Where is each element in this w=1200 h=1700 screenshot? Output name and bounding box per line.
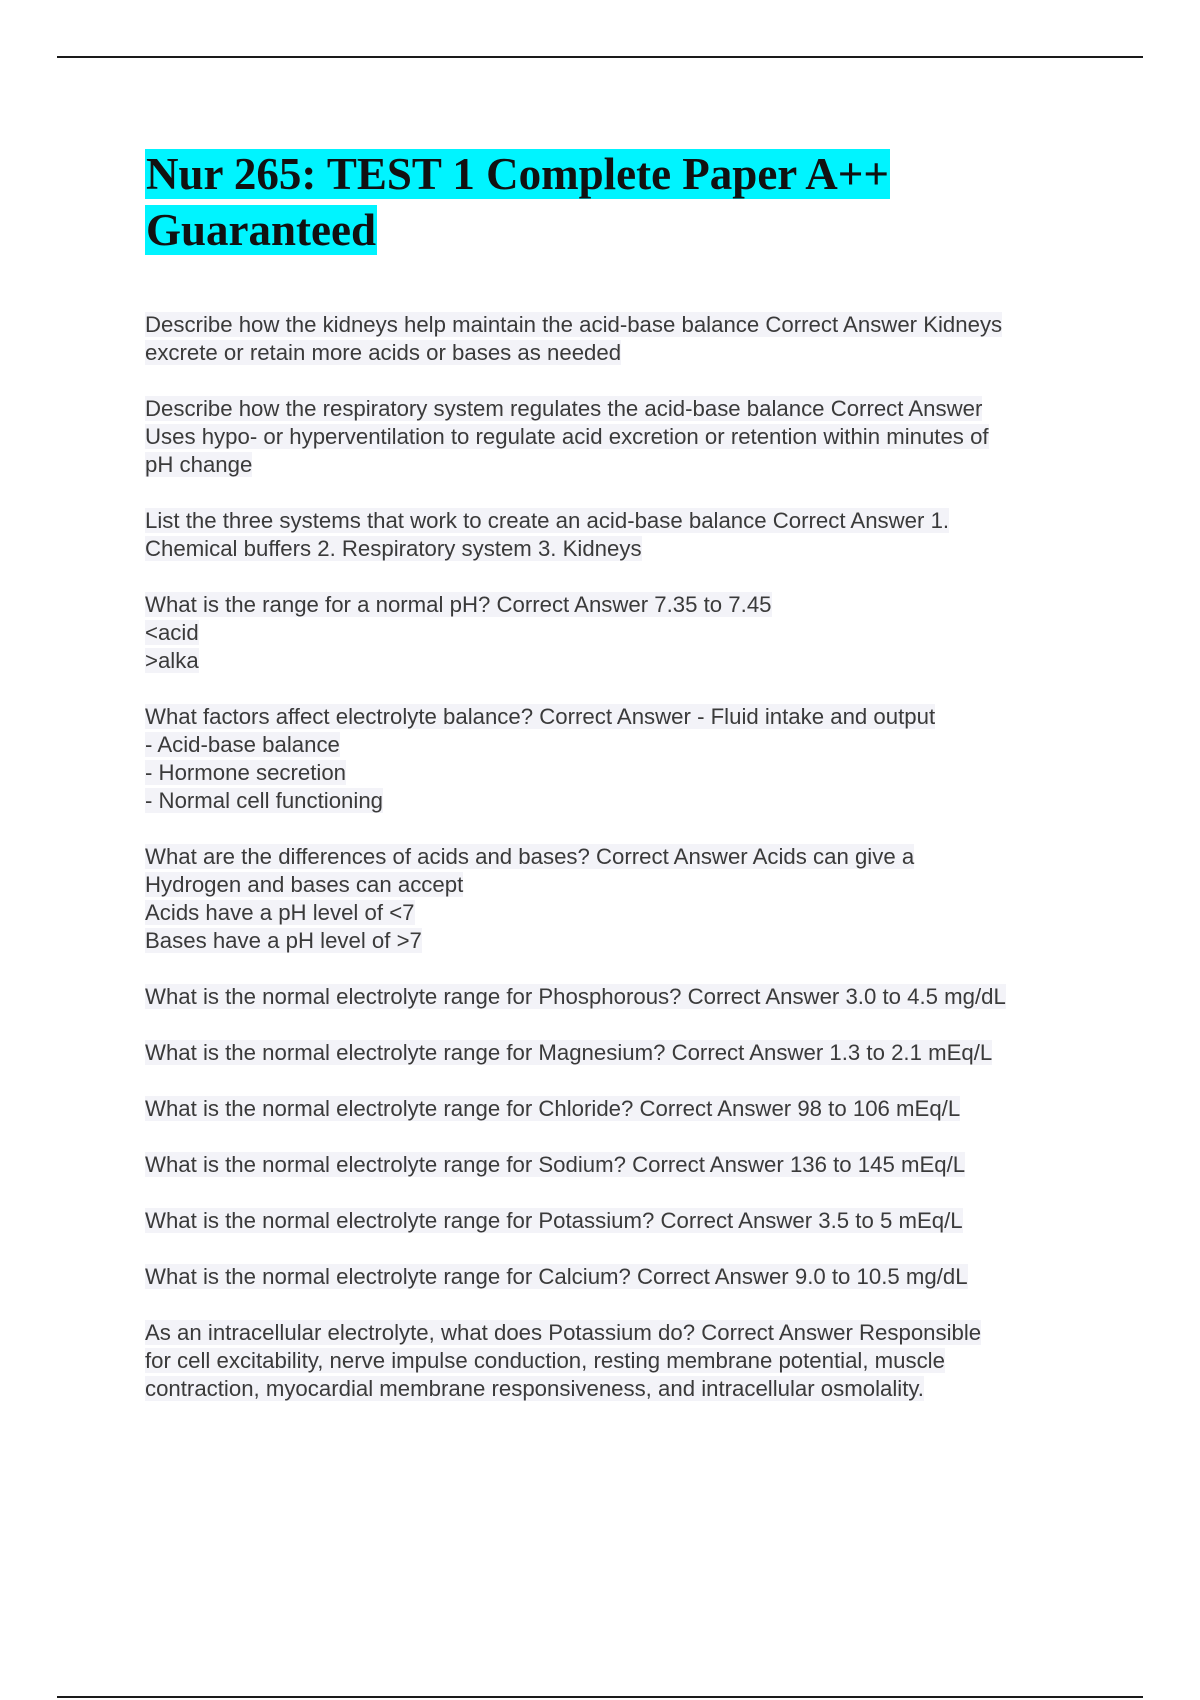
qa-line [145, 535, 1085, 563]
qa-item [145, 983, 1085, 1011]
qa-line-text: >alka [145, 648, 199, 673]
question-answer-list [145, 311, 1085, 1431]
qa-line [145, 1263, 1085, 1291]
qa-line-text: What is the normal electrolyte range for Chloride? Correct Answer 98 to 106 mEq/L [145, 1096, 961, 1121]
qa-line-text: Chemical buffers 2. Respiratory system 3. Kidneys [145, 536, 642, 561]
qa-line [145, 619, 1085, 647]
qa-line [145, 451, 1085, 479]
qa-line-text: Describe how the kidneys help maintain the acid-base balance Correct Answer Kidneys [145, 312, 1003, 337]
qa-line [145, 927, 1085, 955]
footer-rule [57, 1696, 1143, 1698]
qa-line [145, 1039, 1085, 1067]
qa-item [145, 1151, 1085, 1179]
qa-line-text: As an intracellular electrolyte, what does Potassium do? Correct Answer Responsible [145, 1320, 982, 1345]
qa-line [145, 1151, 1085, 1179]
qa-line-text: <acid [145, 620, 199, 645]
qa-line [145, 787, 1085, 815]
qa-line [145, 423, 1085, 451]
qa-line-text: Describe how the respiratory system regulates the acid-base balance Correct Answer [145, 396, 983, 421]
qa-line-text: What factors affect electrolyte balance? Correct Answer - Fluid intake and output [145, 704, 936, 729]
qa-item [145, 1263, 1085, 1291]
qa-item [145, 395, 1085, 479]
qa-line [145, 1207, 1085, 1235]
qa-item [145, 591, 1085, 675]
qa-line [145, 1347, 1085, 1375]
qa-item [145, 1095, 1085, 1123]
qa-item [145, 507, 1085, 563]
qa-line-text: Hydrogen and bases can accept [145, 872, 464, 897]
title-line-2: Guaranteed [146, 205, 376, 255]
qa-line-text: What is the normal electrolyte range for Sodium? Correct Answer 136 to 145 mEq/L [145, 1152, 966, 1177]
qa-line-text: What is the normal electrolyte range for Calcium? Correct Answer 9.0 to 10.5 mg/dL [145, 1264, 968, 1289]
qa-item [145, 1319, 1085, 1403]
qa-line [145, 983, 1085, 1011]
qa-item [145, 311, 1085, 367]
qa-line-text: What is the normal electrolyte range for Magnesium? Correct Answer 1.3 to 2.1 mEq/L [145, 1040, 993, 1065]
qa-line-text: What is the range for a normal pH? Correct Answer 7.35 to 7.45 [145, 592, 772, 617]
qa-line [145, 731, 1085, 759]
qa-line-text: Bases have a pH level of >7 [145, 928, 422, 953]
qa-line [145, 591, 1085, 619]
qa-line [145, 647, 1085, 675]
qa-line-text: What is the normal electrolyte range for Phosphorous? Correct Answer 3.0 to 4.5 mg/dL [145, 984, 1006, 1009]
qa-line-text: pH change [145, 452, 253, 477]
qa-line [145, 1095, 1085, 1123]
header-rule [57, 56, 1143, 58]
qa-line-text: What is the normal electrolyte range for Potassium? Correct Answer 3.5 to 5 mEq/L [145, 1208, 963, 1233]
qa-line [145, 1375, 1085, 1403]
qa-line-text: - Hormone secretion [145, 760, 346, 785]
qa-line-text: for cell excitability, nerve impulse conduction, resting membrane potential, muscle [145, 1348, 945, 1373]
qa-line [145, 395, 1085, 423]
qa-item [145, 843, 1085, 955]
qa-line-text: contraction, myocardial membrane responsiveness, and intracellular osmolality. [145, 1376, 924, 1401]
qa-item [145, 703, 1085, 815]
qa-line-text: excrete or retain more acids or bases as needed [145, 340, 622, 365]
qa-line [145, 339, 1085, 367]
qa-line [145, 1319, 1085, 1347]
qa-line-text: - Acid-base balance [145, 732, 340, 757]
qa-line-text: Acids have a pH level of <7 [145, 900, 415, 925]
qa-line [145, 311, 1085, 339]
qa-item [145, 1039, 1085, 1067]
qa-line [145, 843, 1085, 871]
qa-line [145, 871, 1085, 899]
qa-item [145, 1207, 1085, 1235]
qa-line-text: List the three systems that work to create an acid-base balance Correct Answer 1. [145, 508, 950, 533]
qa-line-text: What are the differences of acids and bases? Correct Answer Acids can give a [145, 844, 915, 869]
qa-line-text: - Normal cell functioning [145, 788, 383, 813]
qa-line [145, 899, 1085, 927]
qa-line [145, 703, 1085, 731]
qa-line [145, 759, 1085, 787]
title-line-1: Nur 265: TEST 1 Complete Paper A++ [146, 149, 890, 199]
qa-line [145, 507, 1085, 535]
page-title [145, 146, 1145, 258]
qa-line-text: Uses hypo- or hyperventilation to regulate acid excretion or retention within minutes of [145, 424, 989, 449]
